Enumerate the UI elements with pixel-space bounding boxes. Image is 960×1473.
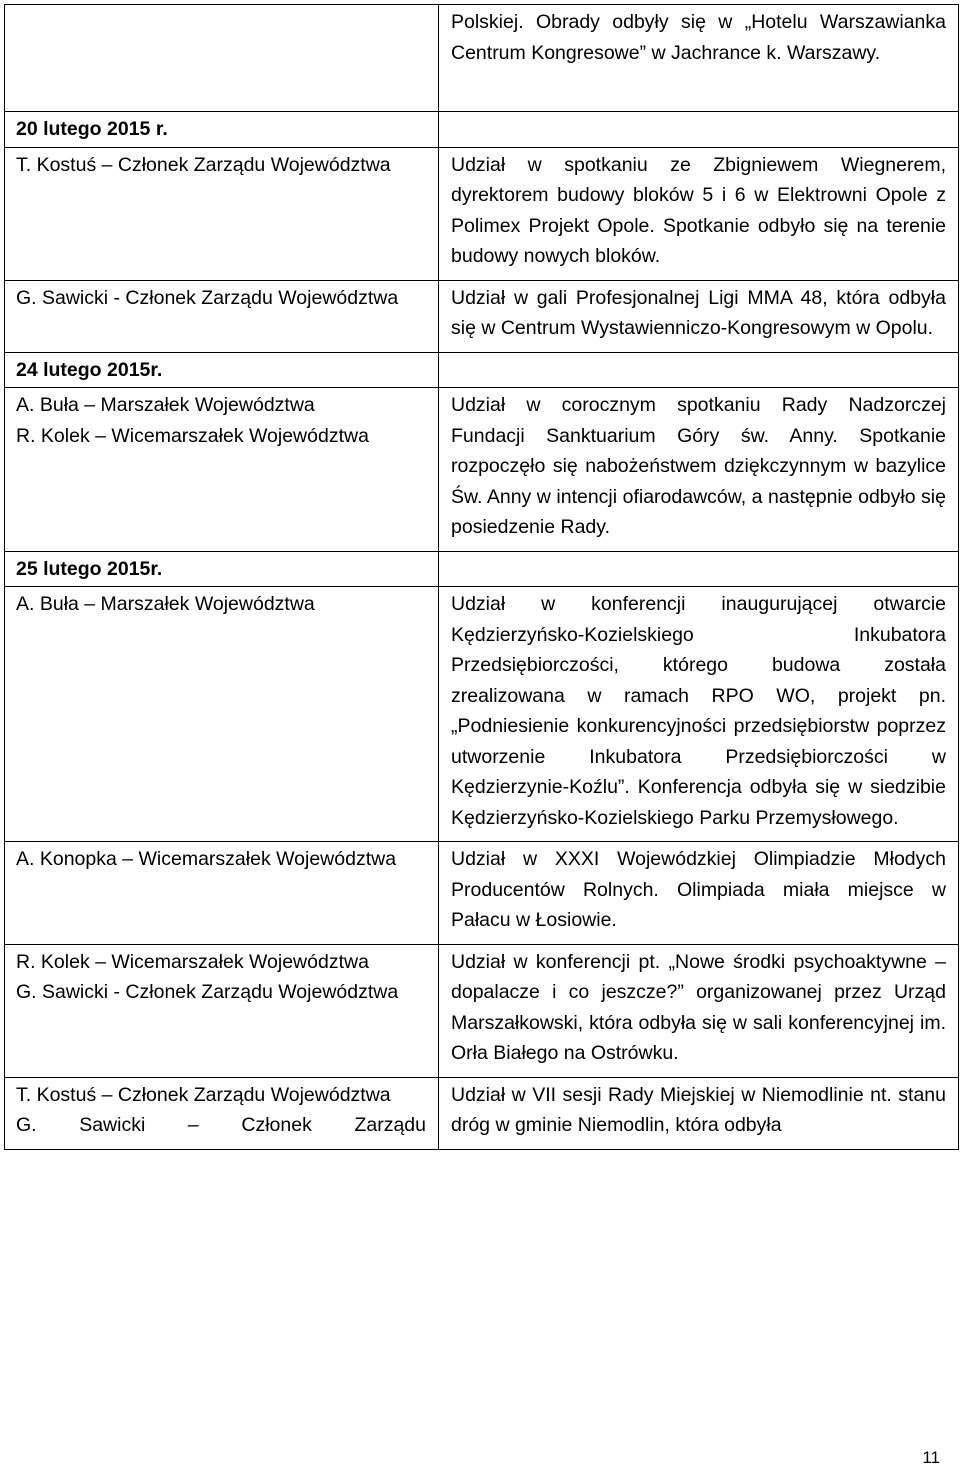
people-cell: [5, 842, 439, 945]
date-cell: [5, 352, 439, 388]
person-text: R. Kolek – Wicemarszałek Województwa: [16, 950, 369, 973]
description-text: Udział w spotkaniu ze Zbigniewem Wiegnerem, dyrektorem budowy bloków 5 i 6 w Elektrowni Opole z Polimex Projekt Opole. Spotkanie odbyło się na terenie budowy nowych bloków.: [451, 153, 946, 267]
people-cell: [5, 280, 439, 352]
description-text: Udział w XXXI Wojewódzkiej Olimpiadzie Młodych Producentów Rolnych. Olimpiada miała miejsce w Pałacu w Łosiowie.: [451, 848, 946, 931]
date-cell: [5, 112, 439, 148]
table-row: [5, 388, 959, 552]
table-row: [5, 842, 959, 945]
description-cell: [439, 280, 959, 352]
people-cell: [5, 5, 439, 112]
table-row: [5, 587, 959, 842]
table-row: [5, 1077, 959, 1149]
person-text: R. Kolek – Wicemarszałek Województwa: [16, 424, 369, 447]
description-text: Udział w gali Profesjonalnej Ligi MMA 48, która odbyła się w Centrum Wystawienniczo-Kongresowym w Opolu.: [451, 286, 946, 339]
empty-cell: [439, 551, 959, 587]
description-cell: [439, 587, 959, 842]
description-text: Udział w corocznym spotkaniu Rady Nadzorczej Fundacji Sanktuarium Góry św. Anny. Spotkanie rozpoczęło się nabożeństwem dziękczynnym w bazylice Św. Anny w intencji ofiarodawców, a następnie odbyło się posiedzenie Rady.: [451, 394, 946, 538]
people-cell: [5, 587, 439, 842]
person-text: A. Buła – Marszałek Województwa: [16, 593, 315, 615]
date-cell: [5, 551, 439, 587]
table-row: [5, 5, 959, 112]
description-cell: [439, 147, 959, 280]
table-row: [5, 147, 959, 280]
date-text: 25 lutego 2015r.: [16, 557, 163, 580]
description-cell: [439, 944, 959, 1077]
person-text: G. Sawicki – Członek Zarządu: [16, 1114, 426, 1136]
date-row: [5, 551, 959, 587]
person-text: G. Sawicki - Członek Zarządu Województwa: [16, 981, 399, 1003]
person-text: T. Kostuś – Członek Zarządu Województwa: [16, 153, 391, 176]
people-cell: [5, 1077, 439, 1149]
table-row: [5, 280, 959, 352]
date-row: [5, 112, 959, 148]
activity-table: [4, 4, 959, 1150]
person-text: A. Buła – Marszałek Województwa: [16, 394, 315, 416]
people-cell: [5, 147, 439, 280]
page-number: 11: [922, 1448, 940, 1467]
description-cell: [439, 5, 959, 112]
empty-cell: [439, 352, 959, 388]
table-row: [5, 944, 959, 1077]
description-text: Udział w konferencji inaugurującej otwarcie Kędzierzyńsko-Kozielskiego Inkubatora Przedsiębiorczości, którego budowa została zrealizowana w ramach RPO WO, projekt pn. „Podniesienie konkurencyjności przedsiębiorstw poprzez utworzenie Inkubatora Przedsiębiorczości w Kędzierzynie-Koźlu”. Konferencja odbyła się w siedzibie Kędzierzyńsko-Kozielskiego Parku Przemysłowego.: [451, 593, 946, 829]
person-text: A. Konopka – Wicemarszałek Województwa: [16, 848, 397, 870]
description-cell: [439, 842, 959, 945]
description-text: Udział w konferencji pt. „Nowe środki psychoaktywne – dopalacze i co jeszcze?” organizowanej przez Urząd Marszałkowski, która odbyła się w sali konferencyjnej im. Orła Białego na Ostrówku.: [451, 950, 946, 1064]
empty-cell: [439, 112, 959, 148]
description-cell: [439, 1077, 959, 1149]
people-cell: [5, 944, 439, 1077]
person-text: G. Sawicki - Członek Zarządu Województwa: [16, 286, 399, 309]
people-cell: [5, 388, 439, 552]
date-text: 20 lutego 2015 r.: [16, 118, 168, 140]
description-text: Udział w VII sesji Rady Miejskiej w Niemodlinie nt. stanu dróg w gminie Niemodlin, która odbyła: [451, 1083, 946, 1136]
description-cell: [439, 388, 959, 552]
person-text: T. Kostuś – Członek Zarządu Województwa: [16, 1083, 391, 1106]
date-row: [5, 352, 959, 388]
description-text: Polskiej. Obrady odbyły się w „Hotelu Warszawianka Centrum Kongresowe” w Jachrance k. Warszawy.: [451, 11, 946, 64]
date-text: 24 lutego 2015r.: [16, 358, 163, 381]
